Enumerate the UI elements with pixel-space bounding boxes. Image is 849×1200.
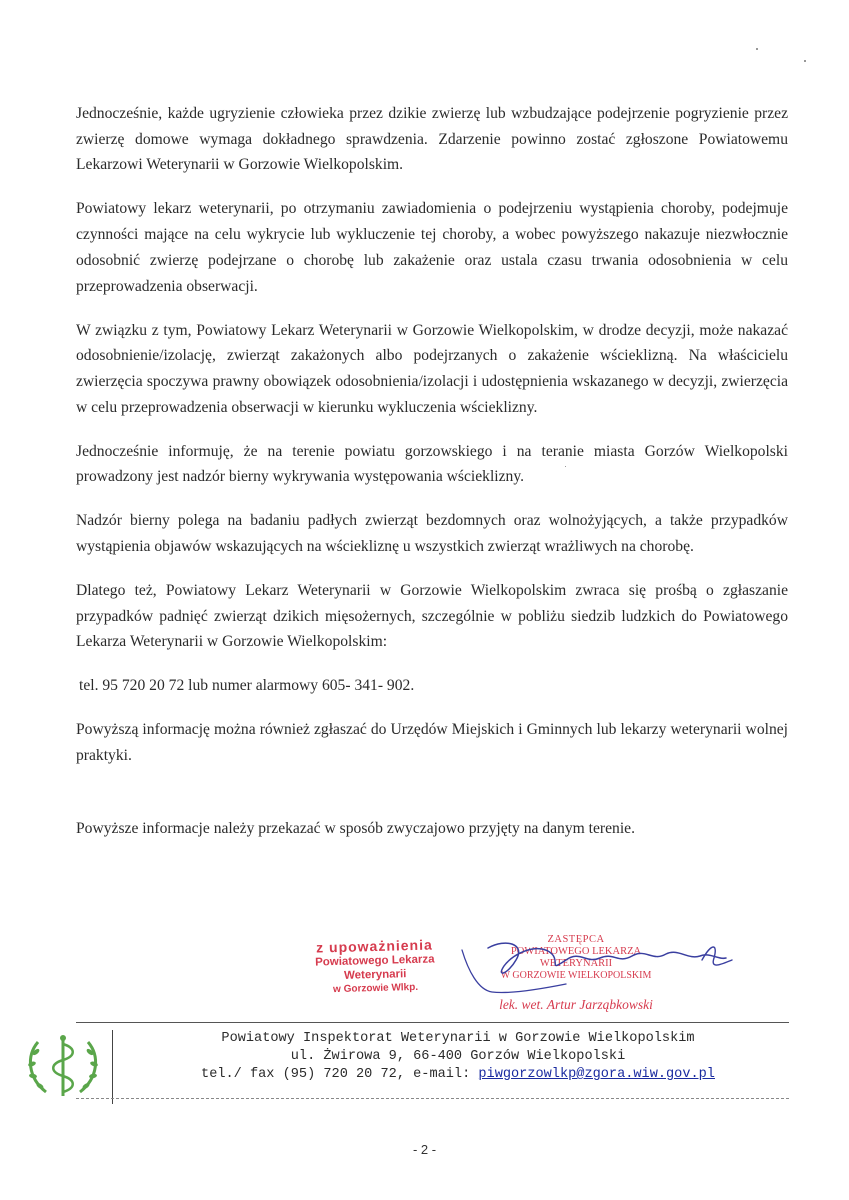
stamp-signatory-name: lek. wet. Artur Jarząbkowski: [499, 997, 653, 1012]
stamp-line: W GORZOWIE WIELKOPOLSKIM: [500, 970, 652, 981]
paragraph-vet-actions: Powiatowy lekarz weterynarii, po otrzymaniu zawiadomienia o podejrzeniu wystąpienia choroby, podejmuje czynności mające na celu wykrycie lub wykluczenie tej choroby, a wobec powyższego nakazuje niezwłocznie odosobnić zwierzę podejrzane o chorobę lub zakażenie oraz ustala czasu trwania odosobnienia w celu przeprowadzenia obserwacji.: [76, 200, 788, 295]
paragraph-phone-numbers: tel. 95 720 20 72 lub numer alarmowy 605- 341- 902.: [79, 677, 415, 695]
stamp-line: POWIATOWEGO LEKARZA WETERYNARII: [510, 946, 642, 969]
stamp-line: ZASTĘPCA: [547, 934, 605, 945]
page-number: - 2 -: [412, 1142, 437, 1157]
stamp-line: Powiatowego Lekarza Weterynarii: [314, 953, 435, 982]
veterinary-caduceus-logo: [20, 1030, 106, 1100]
footer-divider-bottom: [76, 1098, 789, 1099]
paragraph-bite-reporting: Jednocześnie, każde ugryzienie człowieka przez dzikie zwierzę lub wzbudzające podejrzenie pogryzienie przez zwierzę domowe wymaga dokładnego sprawdzenia. Zdarzenie powinno zostać zgłoszone Powiatowemu Lekarzowi Weterynarii w Gorzowie Wielkopolskim.: [76, 105, 788, 174]
logo-divider: [112, 1030, 113, 1104]
paragraph-alternative-reporting: Powyższą informację można również zgłaszać do Urzędów Miejskich i Gminnych lub lekarzy weterynarii wolnej praktyki.: [76, 721, 788, 765]
email-link[interactable]: piwgorzowlkp@zgora.wiw.gov.pl: [478, 1067, 715, 1082]
scan-speck: [804, 60, 806, 62]
stamp-line: w Gorzowie Wlkp.: [332, 981, 419, 996]
paragraph-dissemination: Powyższe informacje należy przekazać w sposób zwyczajowo przyjęty na danym terenie.: [76, 819, 635, 837]
footer-institution-name: Powiatowy Inspektorat Weterynarii w Gorzowie Wielkopolskim: [221, 1031, 695, 1046]
scan-speck: [756, 48, 758, 50]
footer-phone-fax: tel./ fax (95) 720 20 72, e-mail:: [201, 1067, 479, 1082]
paragraph-surveillance-definition: Nadzór bierny polega na badaniu padłych zwierząt bezdomnych oraz wolnożyjących, a także przypadków wystąpienia objawów wskazujących na wściekliznę u wszystkich zwierząt wrażliwych na chorobę.: [76, 512, 788, 556]
footer-contact: [118, 1030, 798, 1084]
letter-body: [76, 101, 788, 860]
paragraph-isolation-decision: W związku z tym, Powiatowy Lekarz Weterynarii w Gorzowie Wielkopolskim, w drodze decyzji, może nakazać odosobnienie/izolację, zwierząt zakażonych albo podejrzanych o zakażenie wścieklizną. Na właścicielu zwierzęcia spoczywa prawny obowiązek odosobnienia/izolacji i udostępnienia wskazanego w decyzji, zwierzęcia w celu przeprowadzenia obserwacji w kierunku wykluczenia wścieklizny.: [76, 321, 788, 416]
paragraph-reporting-request: Dlatego też, Powiatowy Lekarz Weterynarii w Gorzowie Wielkopolskim zwraca się prośbą o zgłaszanie przypadków padnięć zwierząt dzikich mięsożernych, szczególnie w pobliżu siedzib ludzkich do Powiatowego Lekarza Weterynarii w Gorzowie Wielkopolskim:: [76, 582, 788, 651]
stamp-line: z upoważnienia: [315, 936, 433, 956]
handwritten-signature: [456, 930, 736, 1000]
footer-address: ul. Żwirowa 9, 66-400 Gorzów Wielkopolski: [290, 1049, 626, 1064]
authorization-stamp: [289, 936, 460, 997]
footer-divider-top: [76, 1022, 789, 1023]
stamps-area: [0, 930, 849, 1010]
paragraph-passive-surveillance: Jednocześnie informuję, że na terenie powiatu gorzowskiego i na teranie miasta Gorzów Wielkopolski prowadzony jest nadzór bierny wykrywania występowania wścieklizny.: [76, 442, 788, 486]
footer-contact-line: [118, 1066, 798, 1084]
